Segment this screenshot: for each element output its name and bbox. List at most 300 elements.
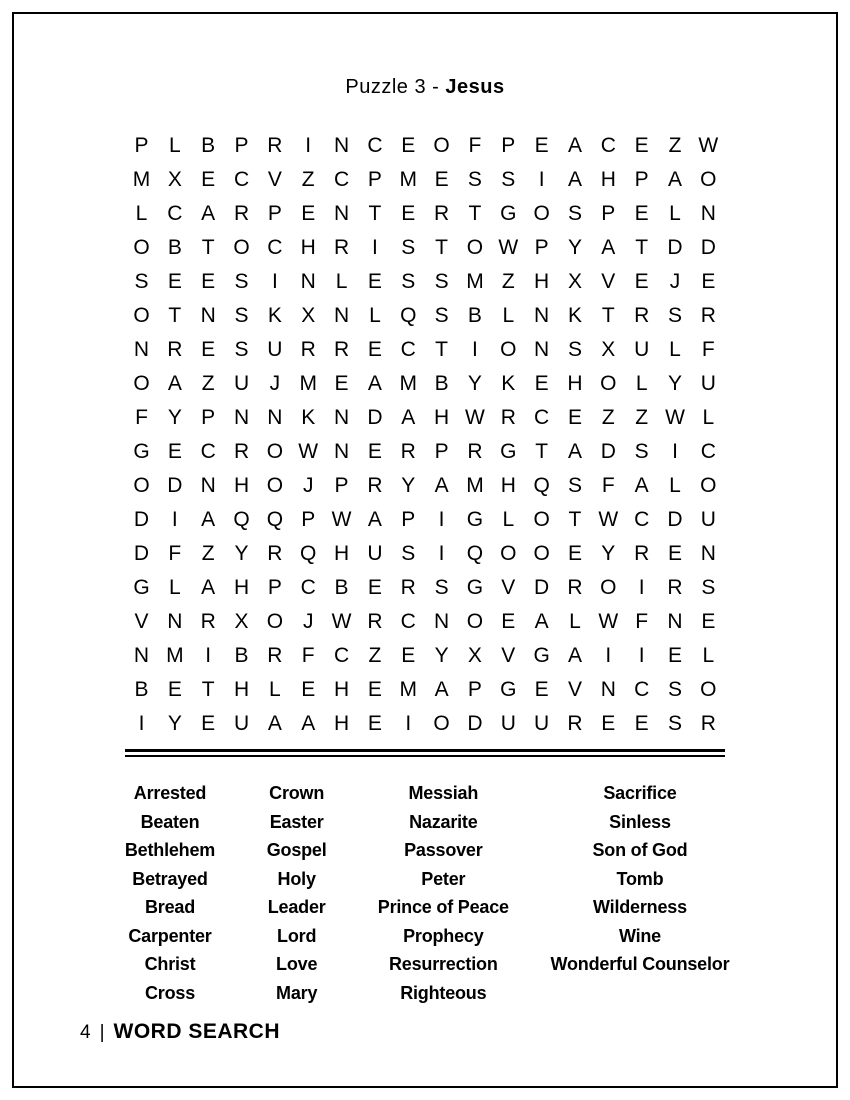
grid-cell: H xyxy=(333,542,350,565)
grid-cell: S xyxy=(567,338,582,361)
grid-cell: E xyxy=(367,678,382,701)
grid-cell: L xyxy=(669,474,681,497)
grid-row xyxy=(125,163,725,197)
word-item: Carpenter xyxy=(128,925,212,946)
grid-cell: L xyxy=(135,202,148,225)
divider-line-thick xyxy=(125,749,725,752)
grid-cell: U xyxy=(367,542,383,565)
divider-line-thin xyxy=(125,755,725,757)
grid-cell: E xyxy=(401,134,416,157)
grid-cell: A xyxy=(167,372,182,395)
grid-cell: E xyxy=(567,542,582,565)
grid-cell: O xyxy=(500,338,517,361)
grid-cell: M xyxy=(132,168,151,191)
grid-cell: N xyxy=(333,134,350,157)
grid-cell: F xyxy=(168,542,182,565)
grid-cell: U xyxy=(233,712,250,735)
grid-cell: M xyxy=(466,270,484,293)
puzzle-page xyxy=(12,12,838,1088)
grid-cell: X xyxy=(601,338,616,361)
grid-row xyxy=(125,707,725,741)
grid-cell: N xyxy=(133,644,150,667)
grid-cell: N xyxy=(667,610,683,633)
grid-cell: S xyxy=(701,576,716,599)
grid-cell: Q xyxy=(266,508,284,531)
grid-cell: Z xyxy=(601,406,615,429)
grid-cell: D xyxy=(534,576,550,599)
word-item: Son of God xyxy=(592,840,688,860)
word-item: Resurrection xyxy=(388,954,498,974)
grid-row xyxy=(125,231,725,265)
grid-cell: W xyxy=(498,236,519,259)
grid-cell: E xyxy=(534,134,549,157)
word-item: Passover xyxy=(404,840,483,860)
grid-cell: E xyxy=(634,202,649,225)
grid-cell: N xyxy=(600,678,616,701)
grid-cell: E xyxy=(301,202,316,225)
grid-cell: H xyxy=(333,712,350,735)
grid-cell: E xyxy=(634,270,649,293)
grid-cell: R xyxy=(567,712,583,735)
grid-cell: Q xyxy=(300,542,317,565)
grid-row xyxy=(125,197,725,231)
grid-cell: I xyxy=(305,134,312,157)
grid-cell: H xyxy=(567,372,583,395)
grid-cell: R xyxy=(400,440,416,463)
grid-cell: E xyxy=(367,338,382,361)
word-item: Love xyxy=(276,954,318,974)
grid-cell: R xyxy=(700,712,716,735)
grid-cell: S xyxy=(467,168,482,191)
grid-cell: H xyxy=(233,678,250,701)
grid-cell: W xyxy=(298,440,319,463)
grid-cell: E xyxy=(401,644,416,667)
grid-cell: O xyxy=(133,236,150,259)
word-list-column xyxy=(242,779,352,1007)
grid-cell: O xyxy=(133,304,150,327)
grid-cell: B xyxy=(334,576,349,599)
grid-cell: R xyxy=(333,338,350,361)
grid-cell: L xyxy=(369,304,381,327)
grid-cell: I xyxy=(271,270,278,293)
grid-cell: L xyxy=(669,338,681,361)
grid-cell: R xyxy=(700,304,716,327)
grid-cell: E xyxy=(567,406,582,429)
grid-cell: I xyxy=(472,338,478,361)
grid-cell: T xyxy=(201,678,215,701)
word-item: Tomb xyxy=(616,868,664,889)
grid-cell: W xyxy=(665,406,685,429)
grid-cell: S xyxy=(434,576,449,599)
grid-cell: I xyxy=(138,712,145,735)
grid-cell: L xyxy=(502,304,515,327)
grid-cell: A xyxy=(601,236,616,259)
grid-cell: Z xyxy=(201,542,215,565)
grid-row xyxy=(125,265,725,299)
word-item: Bread xyxy=(144,897,196,917)
page-title xyxy=(14,76,836,99)
grid-cell: E xyxy=(167,678,182,701)
grid-cell: W xyxy=(598,610,619,633)
word-item: Prince of Peace xyxy=(377,897,509,917)
grid-row xyxy=(125,673,725,707)
puzzle-theme-title: Jesus xyxy=(445,76,505,98)
grid-cell: D xyxy=(467,712,483,735)
grid-cell: S xyxy=(567,202,582,225)
grid-cell: A xyxy=(401,406,416,429)
grid-row xyxy=(125,367,725,401)
word-list-column xyxy=(358,779,528,1007)
grid-cell: P xyxy=(134,134,149,157)
grid-cell: L xyxy=(669,202,681,225)
grid-cell: O xyxy=(533,508,550,531)
grid-cell: G xyxy=(500,202,517,225)
grid-cell: L xyxy=(635,372,648,395)
grid-cell: O xyxy=(266,474,284,497)
grid-cell: P xyxy=(401,508,416,531)
grid-cell: S xyxy=(234,270,249,293)
grid-cell: R xyxy=(333,236,350,259)
grid-cell: F xyxy=(601,474,615,497)
grid-cell: Y xyxy=(467,372,482,395)
grid-cell: F xyxy=(468,134,482,157)
grid-cell: J xyxy=(302,610,314,633)
grid-cell: R xyxy=(367,474,383,497)
grid-cell: O xyxy=(466,610,484,633)
grid-cell: C xyxy=(400,338,416,361)
grid-cell: K xyxy=(301,406,316,429)
grid-cell: M xyxy=(166,644,184,667)
grid-cell: K xyxy=(267,304,282,327)
grid-row xyxy=(125,571,725,605)
grid-cell: Y xyxy=(401,474,416,497)
grid-cell: V xyxy=(501,576,516,599)
grid-cell: E xyxy=(201,712,216,735)
grid-cell: G xyxy=(500,678,517,701)
grid-cell: S xyxy=(234,338,249,361)
grid-cell: D xyxy=(133,542,150,565)
word-item: Bethlehem xyxy=(124,840,216,860)
grid-cell: Y xyxy=(234,542,249,565)
grid-cell: P xyxy=(634,168,649,191)
grid-cell: O xyxy=(466,236,484,259)
grid-cell: C xyxy=(300,576,316,599)
grid-cell: C xyxy=(233,168,250,191)
grid-cell: N xyxy=(333,440,350,463)
grid-cell: P xyxy=(601,202,616,225)
grid-cell: L xyxy=(569,610,581,633)
grid-cell: W xyxy=(331,508,352,531)
grid-cell: D xyxy=(167,474,183,497)
grid-cell: R xyxy=(500,406,516,429)
grid-cell: X xyxy=(467,644,482,667)
grid-cell: L xyxy=(335,270,348,293)
grid-cell: Z xyxy=(501,270,515,293)
grid-cell: A xyxy=(367,372,382,395)
grid-cell: U xyxy=(267,338,283,361)
grid-cell: L xyxy=(702,406,715,429)
grid-cell: O xyxy=(133,474,150,497)
grid-cell: E xyxy=(201,270,216,293)
grid-row xyxy=(125,401,725,435)
grid-cell: N xyxy=(133,338,150,361)
grid-cell: N xyxy=(267,406,283,429)
grid-cell: O xyxy=(266,440,284,463)
section-divider xyxy=(125,749,725,757)
grid-cell: Y xyxy=(167,712,182,735)
grid-cell: D xyxy=(367,406,383,429)
grid-cell: N xyxy=(333,202,350,225)
grid-cell: C xyxy=(167,202,183,225)
grid-cell: R xyxy=(200,610,216,633)
grid-cell: F xyxy=(301,644,315,667)
grid-cell: D xyxy=(133,508,150,531)
word-item: Wilderness xyxy=(593,897,687,917)
grid-cell: J xyxy=(269,372,281,395)
grid-cell: W xyxy=(331,610,352,633)
grid-cell: W xyxy=(598,508,619,531)
grid-cell: Q xyxy=(233,508,250,531)
grid-cell: R xyxy=(634,542,650,565)
grid-cell: E xyxy=(534,678,549,701)
grid-cell: M xyxy=(399,678,417,701)
grid-cell: E xyxy=(201,168,216,191)
grid-row xyxy=(125,469,725,503)
grid-cell: L xyxy=(169,134,181,157)
grid-cell: O xyxy=(433,712,450,735)
footer-label: WORD SEARCH xyxy=(113,1020,281,1043)
grid-cell: B xyxy=(234,644,249,667)
grid-cell: O xyxy=(700,678,717,701)
grid-cell: B xyxy=(167,236,182,259)
grid-cell: S xyxy=(401,270,416,293)
grid-cell: E xyxy=(301,678,316,701)
grid-cell: E xyxy=(367,440,382,463)
grid-cell: S xyxy=(667,712,682,735)
grid-cell: E xyxy=(401,202,416,225)
grid-cell: I xyxy=(538,168,545,191)
grid-cell: H xyxy=(300,236,316,259)
grid-cell: M xyxy=(399,372,417,395)
grid-cell: Q xyxy=(466,542,484,565)
grid-cell: E xyxy=(701,270,716,293)
grid-cell: Z xyxy=(201,372,215,395)
grid-cell: S xyxy=(134,270,149,293)
grid-cell: M xyxy=(466,474,484,497)
grid-cell: E xyxy=(634,712,649,735)
grid-cell: T xyxy=(168,304,182,327)
grid-cell: V xyxy=(601,270,616,293)
word-item: Wonderful Counselor xyxy=(550,954,730,974)
grid-cell: B xyxy=(201,134,216,157)
grid-cell: R xyxy=(233,440,250,463)
grid-cell: V xyxy=(501,644,516,667)
grid-cell: C xyxy=(700,440,716,463)
grid-cell: I xyxy=(205,644,212,667)
grid-cell: U xyxy=(700,508,716,531)
grid-cell: R xyxy=(400,576,416,599)
grid-cell: A xyxy=(201,202,216,225)
grid-cell: T xyxy=(435,236,448,259)
grid-cell: A xyxy=(434,678,449,701)
grid-cell: R xyxy=(167,338,183,361)
grid-cell: O xyxy=(700,474,717,497)
grid-row xyxy=(125,129,725,163)
grid-cell: E xyxy=(367,712,382,735)
grid-cell: G xyxy=(133,440,150,463)
grid-cell: L xyxy=(169,576,181,599)
grid-cell: N xyxy=(434,610,450,633)
grid-cell: P xyxy=(334,474,349,497)
grid-cell: N xyxy=(534,338,550,361)
grid-cell: E xyxy=(434,168,449,191)
grid-cell: P xyxy=(434,440,449,463)
grid-cell: H xyxy=(333,678,350,701)
grid-cell: I xyxy=(638,644,645,667)
grid-cell: H xyxy=(534,270,550,293)
word-item: Peter xyxy=(421,868,466,889)
title-dash: - xyxy=(432,76,440,98)
page-footer xyxy=(80,1020,280,1044)
grid-cell: O xyxy=(600,372,617,395)
grid-cell: H xyxy=(500,474,516,497)
grid-row xyxy=(125,299,725,333)
grid-cell: Y xyxy=(567,236,582,259)
grid-cell: E xyxy=(601,712,616,735)
grid-cell: N xyxy=(333,304,350,327)
word-item: Sinless xyxy=(609,811,671,832)
grid-cell: L xyxy=(269,678,281,701)
grid-cell: Z xyxy=(668,134,682,157)
grid-cell: F xyxy=(135,406,148,429)
word-item: Wine xyxy=(618,925,661,946)
word-list-column xyxy=(105,779,235,1007)
grid-cell: U xyxy=(700,372,716,395)
grid-cell: Q xyxy=(533,474,550,497)
grid-cell: E xyxy=(534,372,549,395)
grid-cell: W xyxy=(698,134,719,157)
word-item: Messiah xyxy=(408,783,479,803)
grid-cell: M xyxy=(299,372,317,395)
grid-cell: R xyxy=(567,576,583,599)
grid-cell: H xyxy=(233,576,250,599)
grid-cell: P xyxy=(267,202,282,225)
grid-cell: G xyxy=(466,576,484,599)
grid-cell: I xyxy=(438,508,445,531)
grid-cell: B xyxy=(467,304,482,327)
grid-cell: A xyxy=(567,644,582,667)
grid-cell: E xyxy=(634,134,649,157)
grid-cell: Z xyxy=(301,168,315,191)
grid-cell: A xyxy=(634,474,649,497)
grid-cell: S xyxy=(667,304,682,327)
grid-cell: R xyxy=(267,644,283,667)
grid-cell: E xyxy=(201,338,216,361)
grid-cell: L xyxy=(702,644,715,667)
word-item: Betrayed xyxy=(132,868,208,889)
grid-cell: U xyxy=(534,712,550,735)
grid-cell: P xyxy=(301,508,316,531)
grid-cell: U xyxy=(500,712,516,735)
grid-cell: Q xyxy=(400,304,417,327)
grid-cell: V xyxy=(267,168,282,191)
grid-cell: N xyxy=(200,474,216,497)
grid-cell: O xyxy=(533,542,550,565)
page-number: 4 xyxy=(80,1022,91,1043)
grid-cell: C xyxy=(400,610,416,633)
grid-cell: A xyxy=(434,474,449,497)
grid-cell: C xyxy=(600,134,616,157)
grid-cell: C xyxy=(333,168,350,191)
grid-cell: A xyxy=(301,712,316,735)
grid-cell: O xyxy=(233,236,250,259)
grid-cell: Z xyxy=(635,406,649,429)
grid-cell: G xyxy=(133,576,150,599)
grid-cell: E xyxy=(667,644,682,667)
grid-cell: O xyxy=(500,542,517,565)
grid-cell: O xyxy=(133,372,150,395)
grid-cell: P xyxy=(467,678,482,701)
grid-cell: S xyxy=(234,304,249,327)
grid-cell: T xyxy=(435,338,448,361)
grid-cell: C xyxy=(634,508,650,531)
word-item: Christ xyxy=(144,954,196,974)
word-item: Holy xyxy=(277,868,316,889)
grid-cell: T xyxy=(601,304,615,327)
grid-cell: N xyxy=(300,270,316,293)
grid-cell: C xyxy=(534,406,550,429)
grid-cell: S xyxy=(434,270,449,293)
grid-cell: N xyxy=(167,610,183,633)
grid-row xyxy=(125,503,725,537)
grid-cell: R xyxy=(434,202,450,225)
grid-cell: N xyxy=(534,304,550,327)
grid-cell: S xyxy=(501,168,516,191)
grid-cell: X xyxy=(301,304,316,327)
grid-row xyxy=(125,639,725,673)
grid-cell: A xyxy=(567,440,582,463)
grid-cell: S xyxy=(434,304,449,327)
grid-cell: G xyxy=(533,644,550,667)
grid-cell: X xyxy=(234,610,249,633)
grid-row xyxy=(125,333,725,367)
word-item: Mary xyxy=(276,982,318,1003)
grid-cell: B xyxy=(434,372,449,395)
grid-cell: R xyxy=(667,576,683,599)
grid-cell: I xyxy=(638,576,645,599)
word-item: Nazarite xyxy=(409,811,478,832)
grid-cell: R xyxy=(300,338,316,361)
grid-cell: T xyxy=(201,236,215,259)
grid-row xyxy=(125,537,725,571)
grid-cell: A xyxy=(567,168,582,191)
grid-cell: D xyxy=(667,508,683,531)
word-item: Leader xyxy=(267,897,326,917)
grid-cell: P xyxy=(234,134,249,157)
grid-cell: R xyxy=(267,542,283,565)
word-list xyxy=(105,779,745,1007)
grid-cell: A xyxy=(201,508,216,531)
grid-cell: C xyxy=(267,236,283,259)
grid-cell: H xyxy=(434,406,450,429)
grid-cell: L xyxy=(502,508,515,531)
grid-cell: H xyxy=(600,168,616,191)
grid-cell: Z xyxy=(368,644,382,667)
grid-cell: R xyxy=(634,304,650,327)
grid-cell: O xyxy=(700,168,717,191)
grid-cell: R xyxy=(267,134,283,157)
grid-cell: K xyxy=(501,372,516,395)
